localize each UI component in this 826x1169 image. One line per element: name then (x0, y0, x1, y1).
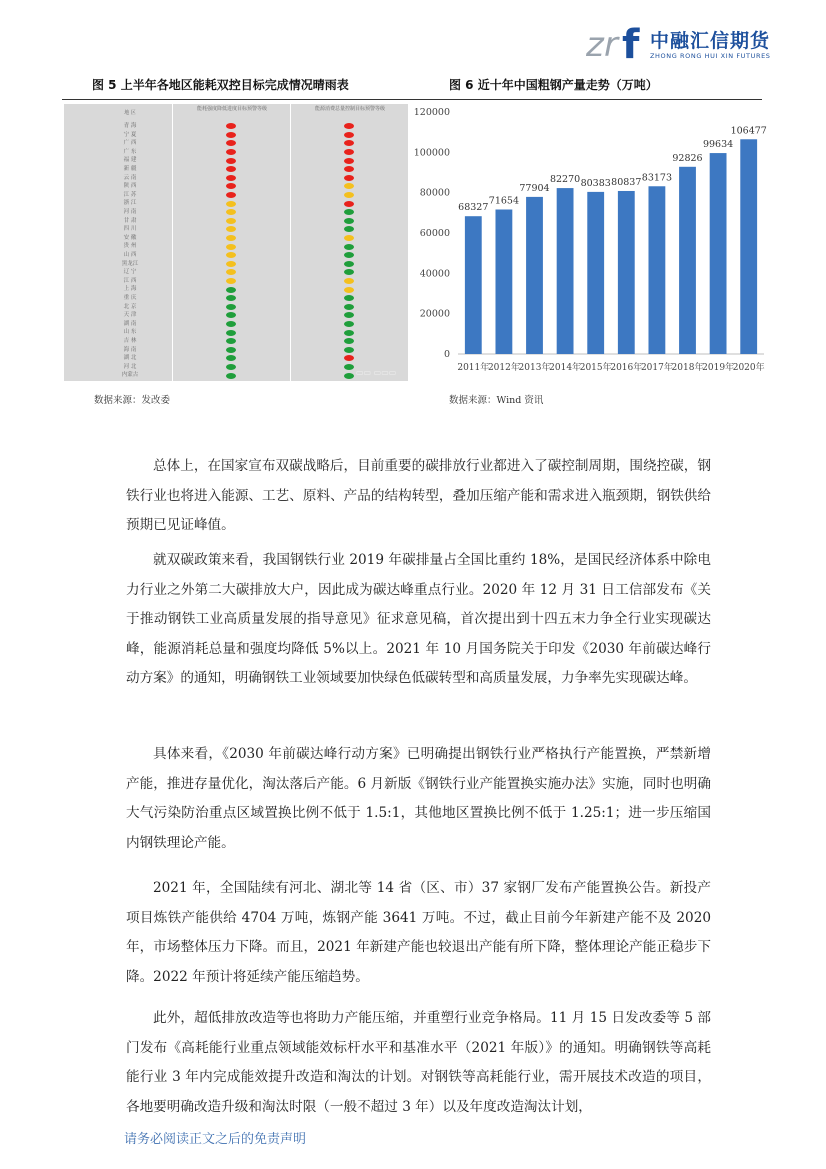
data-label: 80837 (611, 176, 642, 188)
col-b-header: 能源消费总量控制目标预警等级 (314, 106, 385, 112)
status-dot-yellow (344, 192, 354, 198)
status-dot-red (344, 166, 354, 172)
table-row (64, 182, 408, 191)
status-dot-yellow (344, 183, 354, 189)
region-status-table (64, 104, 408, 381)
status-dot-green (344, 330, 354, 336)
data-label: 92826 (672, 152, 703, 164)
status-dot-red (344, 140, 354, 146)
status-dot-green (226, 287, 236, 293)
table-row (64, 234, 408, 243)
bar (526, 197, 543, 354)
paragraph: 总体上，在国家宣布双碳战略后，目前重要的碳排放行业都进入了碳控制周期，围绕控碳，钢铁行业也将进入能源、工艺、原料、产品的结构转型，叠加压缩产能和需求进入瓶颈期，钢铁供给预期已见证峰值。 (126, 458, 711, 533)
table-row (64, 242, 408, 251)
status-dot-red (226, 192, 236, 198)
status-dot-green (344, 312, 354, 318)
y-tick-label: 60000 (419, 228, 450, 239)
status-dot-red (226, 123, 236, 129)
status-dot-yellow (344, 235, 354, 241)
status-dot-green (226, 304, 236, 310)
status-dot-green (226, 295, 236, 301)
table-row (64, 354, 408, 363)
figure6-source: 数据来源：Wind 资讯 (449, 395, 544, 406)
table-row (64, 268, 408, 277)
bar (710, 153, 727, 354)
x-tick-label: 2020年 (732, 363, 765, 373)
table-row (64, 148, 408, 157)
status-dot-green (344, 347, 354, 353)
x-tick-label: 2013年 (518, 363, 551, 373)
status-dot-green (226, 330, 236, 336)
status-dot-yellow (226, 235, 236, 241)
bar (587, 192, 604, 354)
logo-cn-text: 中融汇信期货 (650, 30, 771, 52)
steel-output-chart (412, 104, 772, 384)
paragraph: 此外，超低排放改造等也将助力产能压缩，并重塑行业竞争格局。11 月 15 日发改委等 5 部门发布《高耗能行业重点领域能效标杆水平和基准水平（2021 年版）》的通知。明确钢铁等高耗能行业 3 年内完成能效提升改造和淘汰的计划。对钢铁等高耗能行业，需开展技术改造的项目，各地要明确改造升级和淘汰时限（一般不超过 3 年）以及年度改造淘汰计划， (126, 1010, 711, 1115)
company-logo (586, 20, 776, 64)
bar (465, 216, 482, 354)
x-tick-label: 2019年 (702, 363, 735, 373)
table-row (64, 260, 408, 269)
status-dot-green (344, 295, 354, 301)
bar (557, 188, 574, 354)
status-dot-red (226, 183, 236, 189)
region-name: 天 津 (123, 312, 137, 319)
region-name: 山 东 (123, 329, 137, 336)
status-dot-green (344, 252, 354, 258)
svg-text:z: z (586, 25, 604, 64)
col-region-header: 地 区 (124, 110, 136, 116)
status-dot-red (344, 132, 354, 138)
table-row (64, 199, 408, 208)
region-name: 青 海 (123, 123, 137, 129)
region-name: 浙 江 (123, 200, 137, 207)
status-dot-red (344, 158, 354, 164)
table-row (64, 303, 408, 312)
status-dot-yellow (226, 244, 236, 250)
status-dot-yellow (226, 209, 236, 215)
x-tick-label: 2018年 (671, 363, 704, 373)
region-name: 贵 州 (123, 243, 137, 250)
y-tick-label: 0 (443, 349, 450, 360)
status-dot-green (226, 355, 236, 361)
status-dot-green (344, 373, 354, 379)
status-dot-red (226, 132, 236, 138)
status-dot-green (344, 244, 354, 250)
table-row (64, 174, 408, 183)
region-name: 湖 南 (123, 320, 137, 327)
status-dot-green (344, 218, 354, 224)
table-row (64, 225, 408, 234)
paragraph: 具体来看，《2030 年前碳达峰行动方案》已明确提出钢铁行业严格执行产能置换，严禁新增产能，推进存量优化，淘汰落后产能。6 月新版《钢铁行业产能置换实施办法》实施，同时也明确大气污染防治重点区域置换比例不低于 1.5:1，其他地区置换比例不低于 1.25:1；进一步压缩国内钢铁理论产能。 (126, 746, 711, 851)
status-dot-green (344, 304, 354, 310)
table-row (64, 294, 408, 303)
table-row (64, 311, 408, 320)
bar (740, 139, 757, 354)
status-dot-green (344, 269, 354, 275)
status-dot-green (344, 209, 354, 215)
status-dot-yellow (344, 278, 354, 284)
header-divider (62, 99, 762, 100)
table-row (64, 337, 408, 346)
table-row (64, 285, 408, 294)
region-name: 安 徽 (123, 234, 137, 241)
region-name: 内蒙古 (121, 372, 139, 379)
region-name: 江 苏 (123, 191, 137, 198)
y-tick-label: 40000 (419, 268, 450, 280)
table-row (64, 346, 408, 355)
region-name: 广 西 (123, 140, 137, 147)
y-tick-label: 120000 (413, 107, 450, 118)
paragraph: 2021 年，全国陆续有河北、湖北等 14 省（区、市）37 家钢厂发布产能置换公告。新投产项目炼铁产能供给 4704 万吨，炼钢产能 3641 万吨。不过，截止目前今年新建产能不及 2020 年，市场整体压力下降。而且，2021 年新建产能也较退出产能有所下降，整体理论产能正稳步下降。2022 年预计将延续产能压缩趋势。 (126, 880, 711, 985)
bars (465, 139, 757, 354)
status-dot-yellow (226, 252, 236, 258)
status-dot-green (226, 347, 236, 353)
y-tick-label: 100000 (413, 147, 450, 159)
region-name: 湖 北 (123, 355, 137, 362)
status-dot-green (344, 261, 354, 267)
status-dot-green (344, 226, 354, 232)
watermark: ▭▭ ▭▭▭ (356, 368, 397, 377)
logo-mark-icon (586, 20, 648, 64)
status-dot-red (344, 355, 354, 361)
region-name: 海 南 (123, 346, 137, 353)
status-dot-red (226, 140, 236, 146)
x-tick-label: 2014年 (549, 363, 582, 373)
region-name: 重 庆 (123, 295, 137, 301)
data-label: 77904 (519, 182, 550, 194)
region-name: 辽 宁 (123, 269, 137, 276)
status-dot-green (226, 321, 236, 327)
x-tick-label: 2017年 (640, 363, 673, 373)
data-label: 82270 (549, 174, 581, 186)
region-name: 云 南 (123, 174, 137, 181)
table-row (64, 277, 408, 286)
status-dot-yellow (226, 201, 236, 207)
status-dot-green (226, 312, 236, 318)
data-label: 106477 (730, 125, 767, 137)
table-row (64, 208, 408, 217)
y-tick-label: 80000 (419, 187, 450, 199)
region-name: 河 南 (123, 209, 137, 215)
data-label: 83173 (641, 172, 673, 184)
svg-text:f: f (622, 22, 640, 64)
status-dot-yellow (226, 261, 236, 267)
col-a-header: 能耗强度降低进度目标预警等级 (196, 106, 267, 112)
footer-disclaimer: 请务必阅读正文之后的免责声明 (124, 1132, 307, 1147)
region-name: 福 建 (123, 157, 137, 164)
status-dot-red (226, 158, 236, 164)
status-dot-yellow (226, 226, 236, 232)
x-axis (457, 361, 764, 373)
x-tick-label: 2012年 (487, 363, 520, 373)
figure6-title: 图 6 近十年中国粗钢产量走势（万吨） (449, 78, 658, 92)
status-dot-yellow (226, 218, 236, 224)
bar (679, 167, 696, 354)
table-row (64, 139, 408, 148)
table-row (64, 191, 408, 200)
status-dot-yellow (226, 278, 236, 284)
x-tick-label: 2016年 (610, 363, 643, 373)
status-dot-red (226, 175, 236, 181)
status-dot-red (344, 175, 354, 181)
status-dot-yellow (344, 287, 354, 293)
status-dot-red (344, 123, 354, 129)
region-name: 江 西 (123, 277, 137, 284)
status-dot-green (226, 338, 236, 344)
region-name: 吉 林 (123, 338, 137, 344)
svg-text:r: r (604, 25, 618, 64)
data-label: 99634 (702, 139, 734, 151)
table-row (64, 122, 408, 131)
table-row (64, 131, 408, 140)
data-label: 80383 (580, 177, 611, 189)
figure5-source: 数据来源：发改委 (94, 395, 171, 406)
status-dot-green (344, 364, 354, 370)
x-tick-label: 2015年 (579, 363, 612, 373)
paragraph: 就双碳政策来看，我国钢铁行业 2019 年碳排量占全国比重约 18%，是国民经济体系中除电力行业之外第二大碳排放大户，因此成为碳达峰重点行业。2020 年 12 月 31 日工信部发布《关于推动钢铁工业高质量发展的指导意见》征求意见稿，首次提出到十四五末力争全行业实现碳达峰，能源消耗总量和强度均降低 5%以上。2021 年 10 月国务院关于印发《2030 年前碳达峰行动方案》的通知，明确钢铁工业领域要加快绿色低碳转型和高质量发展，力争率先实现碳达峰。 (126, 552, 711, 686)
table-row (64, 165, 408, 174)
data-label: 68327 (458, 202, 489, 214)
status-dot-green (344, 338, 354, 344)
region-name: 四 川 (123, 226, 137, 233)
status-dot-red (344, 149, 354, 155)
region-name: 广 东 (123, 148, 137, 155)
table-row (64, 320, 408, 329)
table-row (64, 328, 408, 337)
logo-en-text: ZHONG RONG HUI XIN FUTURES (650, 52, 771, 60)
status-dot-green (226, 373, 236, 379)
region-name: 甘 肃 (123, 217, 137, 224)
bar (495, 209, 512, 354)
region-name: 宁 夏 (123, 131, 137, 138)
status-dot-red (344, 201, 354, 207)
status-dot-green (344, 321, 354, 327)
status-dot-green (226, 364, 236, 370)
bar (648, 186, 665, 354)
status-dot-yellow (226, 269, 236, 275)
table-header (64, 104, 408, 121)
region-name: 新 疆 (123, 166, 137, 172)
status-dot-red (226, 166, 236, 172)
region-name: 河 北 (123, 363, 137, 370)
y-tick-label: 20000 (419, 308, 450, 320)
region-name: 黑龙江 (121, 260, 139, 267)
region-name: 陕 西 (123, 183, 137, 190)
region-name: 北 京 (123, 303, 137, 310)
region-name: 山 西 (123, 252, 137, 258)
table-row (64, 217, 408, 226)
table-row (64, 251, 408, 260)
x-tick-label: 2011年 (457, 363, 490, 373)
data-label: 71654 (488, 195, 520, 207)
region-name: 上 海 (123, 286, 137, 293)
table-row (64, 156, 408, 165)
status-dot-red (226, 149, 236, 155)
figure5-title: 图 5 上半年各地区能耗双控目标完成情况晴雨表 (92, 78, 349, 92)
bar (618, 191, 635, 354)
